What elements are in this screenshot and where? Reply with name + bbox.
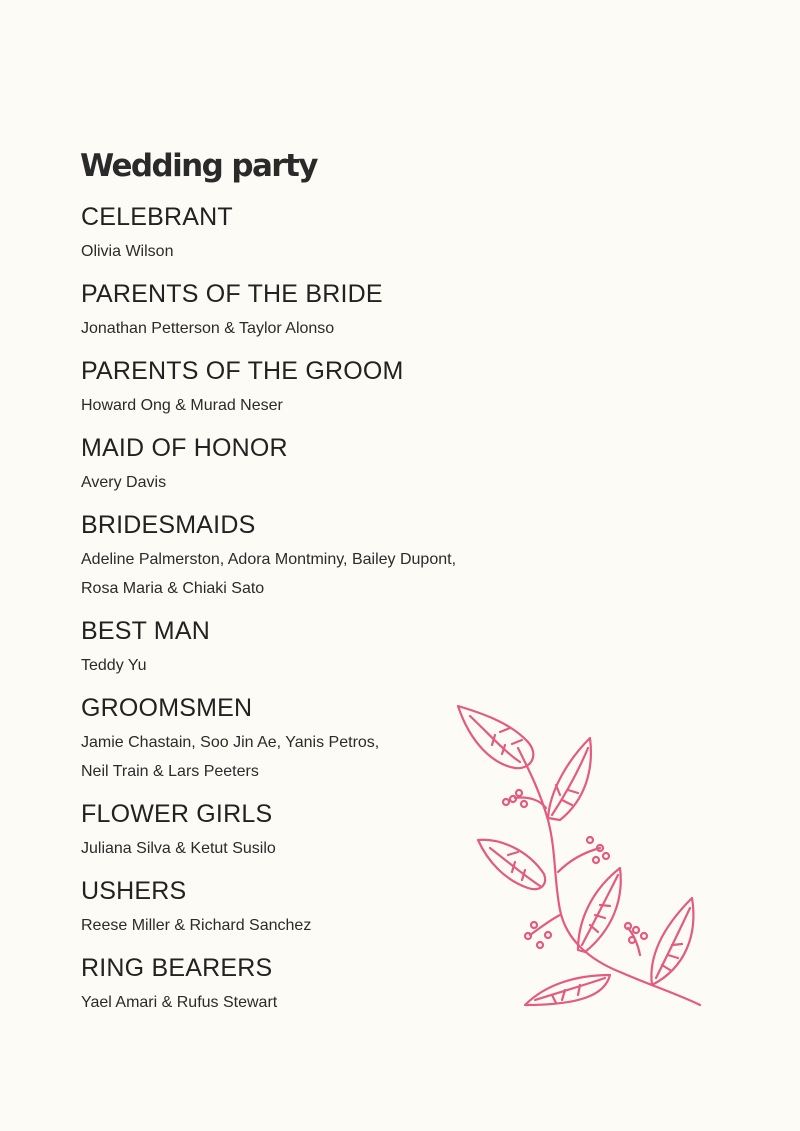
names-line: Adeline Palmerston, Adora Montminy, Bailey Dupont,	[81, 551, 457, 568]
role-best-man	[81, 614, 541, 680]
role-title: CELEBRANT	[81, 203, 233, 231]
role-parents-of-the-groom	[81, 354, 541, 420]
role-title: USHERS	[81, 877, 187, 905]
role-names	[81, 468, 541, 497]
names-line: Yael Amari & Rufus Stewart	[81, 994, 278, 1011]
role-title: GROOMSMEN	[81, 694, 253, 722]
names-line: Howard Ong & Murad Neser	[81, 397, 283, 414]
role-names	[81, 651, 541, 680]
names-line: Juliana Silva & Ketut Susilo	[81, 840, 276, 857]
role-parents-of-the-bride	[81, 277, 541, 343]
names-line: Jamie Chastain, Soo Jin Ae, Yanis Petros,	[81, 734, 380, 751]
role-names	[81, 391, 541, 420]
names-line: Avery Davis	[81, 474, 167, 491]
names-line: Reese Miller & Richard Sanchez	[81, 917, 312, 934]
names-line: Olivia Wilson	[81, 243, 174, 260]
names-line: Neil Train & Lars Peeters	[81, 763, 259, 780]
role-title: PARENTS OF THE GROOM	[81, 357, 404, 385]
names-line: Jonathan Petterson & Taylor Alonso	[81, 320, 335, 337]
leafy-branch-icon	[440, 690, 720, 1020]
role-title: PARENTS OF THE BRIDE	[81, 280, 383, 308]
role-title: BRIDESMAIDS	[81, 511, 256, 539]
role-maid-of-honor	[81, 431, 541, 497]
role-names	[81, 237, 541, 266]
names-line: Rosa Maria & Chiaki Sato	[81, 580, 265, 597]
role-title: MAID OF HONOR	[81, 434, 288, 462]
role-names	[81, 545, 541, 603]
role-title: BEST MAN	[81, 617, 210, 645]
role-bridesmaids	[81, 508, 541, 603]
page-title: Wedding party	[80, 148, 317, 184]
role-names	[81, 314, 541, 343]
role-celebrant	[81, 200, 541, 266]
role-title: RING BEARERS	[81, 954, 273, 982]
role-title: FLOWER GIRLS	[81, 800, 273, 828]
names-line: Teddy Yu	[81, 657, 147, 674]
